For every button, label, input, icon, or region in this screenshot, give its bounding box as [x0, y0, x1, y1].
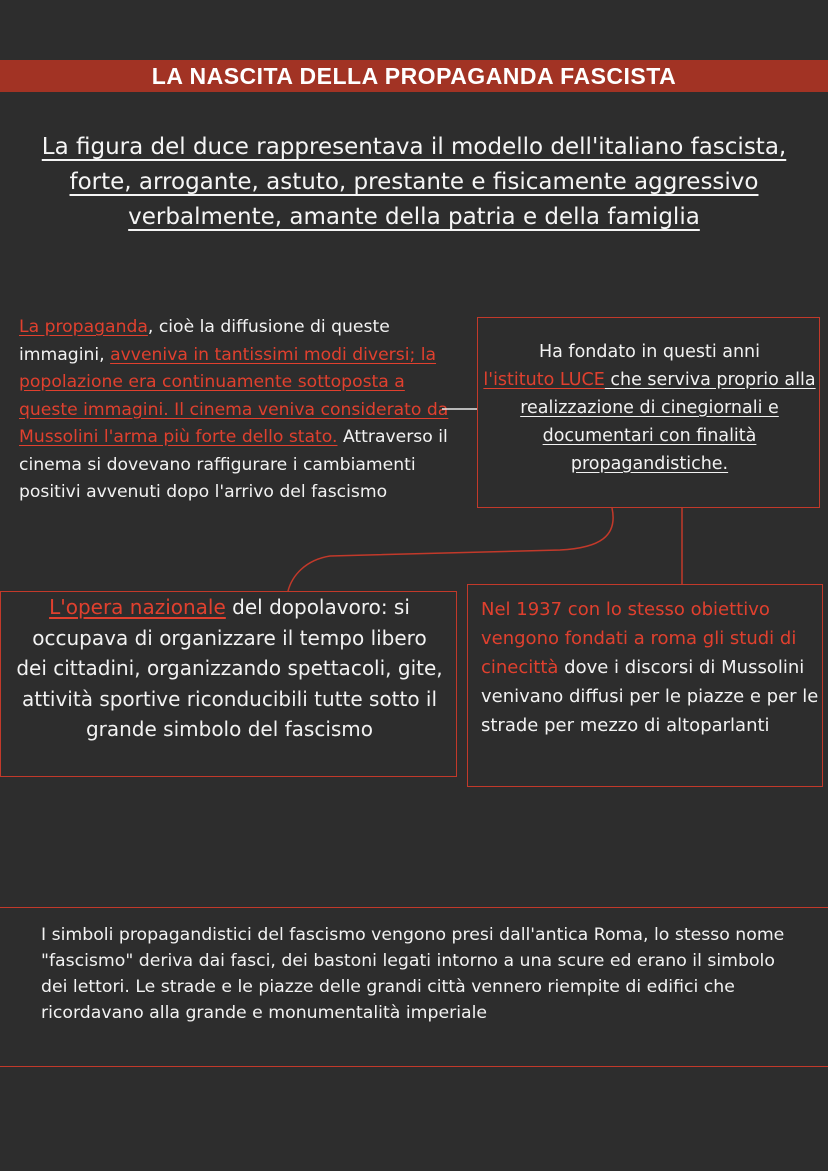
luce-term: l'istituto LUCE [483, 370, 605, 390]
subtitle-heading: La figura del duce rappresentava il modello dell'italiano fascista, forte, arrogante, astuto, prestante e fisicamente aggressivo verbalmente, amante della patria e della famiglia [41, 134, 787, 230]
luce-intro: Ha fondato in questi anni [538, 342, 761, 362]
opera-nazionale-box [0, 591, 457, 777]
cinecitta-text [481, 595, 821, 740]
opera-rest: del dopolavoro: si occupava di organizzare il tempo libero dei cittadini, organizzando spettacoli, gite, attività sportive riconducibili tutte sotto il grande simbolo del fascismo [16, 595, 443, 741]
propaganda-intro: , cioè la diffusione di queste immagini, [19, 317, 390, 365]
istituto-luce-box [477, 317, 820, 508]
connector-luce-to-opera [288, 508, 613, 591]
cinecitta-rest: dove i discorsi di Mussolini venivano diffusi per le piazze e per le strade per mezzo di altoparlanti [481, 657, 819, 736]
propaganda-term: La propaganda [19, 317, 148, 337]
opera-term: L'opera nazionale [49, 595, 226, 619]
roman-symbols-text: I simboli propagandistici del fascismo vengono presi dall'antica Roma, lo stesso nome "fascismo" deriva dai fasci, dei bastoni legati intorno a una scure ed erano il simbolo dei lettori. Le strade e le piazze delle grandi città vennero riempite di edifici che ricordavano alla grande e monumentalità imperiale [41, 925, 785, 1023]
istituto-luce-text [482, 338, 817, 478]
roman-symbols-section [0, 907, 828, 1067]
page-title: LA NASCITA DELLA PROPAGANDA FASCISTA [151, 63, 677, 89]
luce-rest: che serviva proprio alla realizzazione di cinegiornali e documentari con finalità propagandistiche. [520, 370, 816, 474]
propaganda-highlight: avveniva in tantissimi modi diversi; la popolazione era continuamente sottoposta a queste immagini. Il cinema veniva considerato da Mussolini l'arma più forte dello stato. [19, 344, 449, 447]
opera-nazionale-text [15, 592, 444, 745]
cinecitta-highlight: Nel 1937 con lo stesso obiettivo vengono fondati a roma gli studi di cinecittà [481, 599, 797, 678]
propaganda-rest: Attraverso il cinema si dovevano raffigurare i cambiamenti positivi avvenuti dopo l'arrivo del fascismo [19, 427, 448, 502]
cinecitta-box [467, 584, 823, 787]
